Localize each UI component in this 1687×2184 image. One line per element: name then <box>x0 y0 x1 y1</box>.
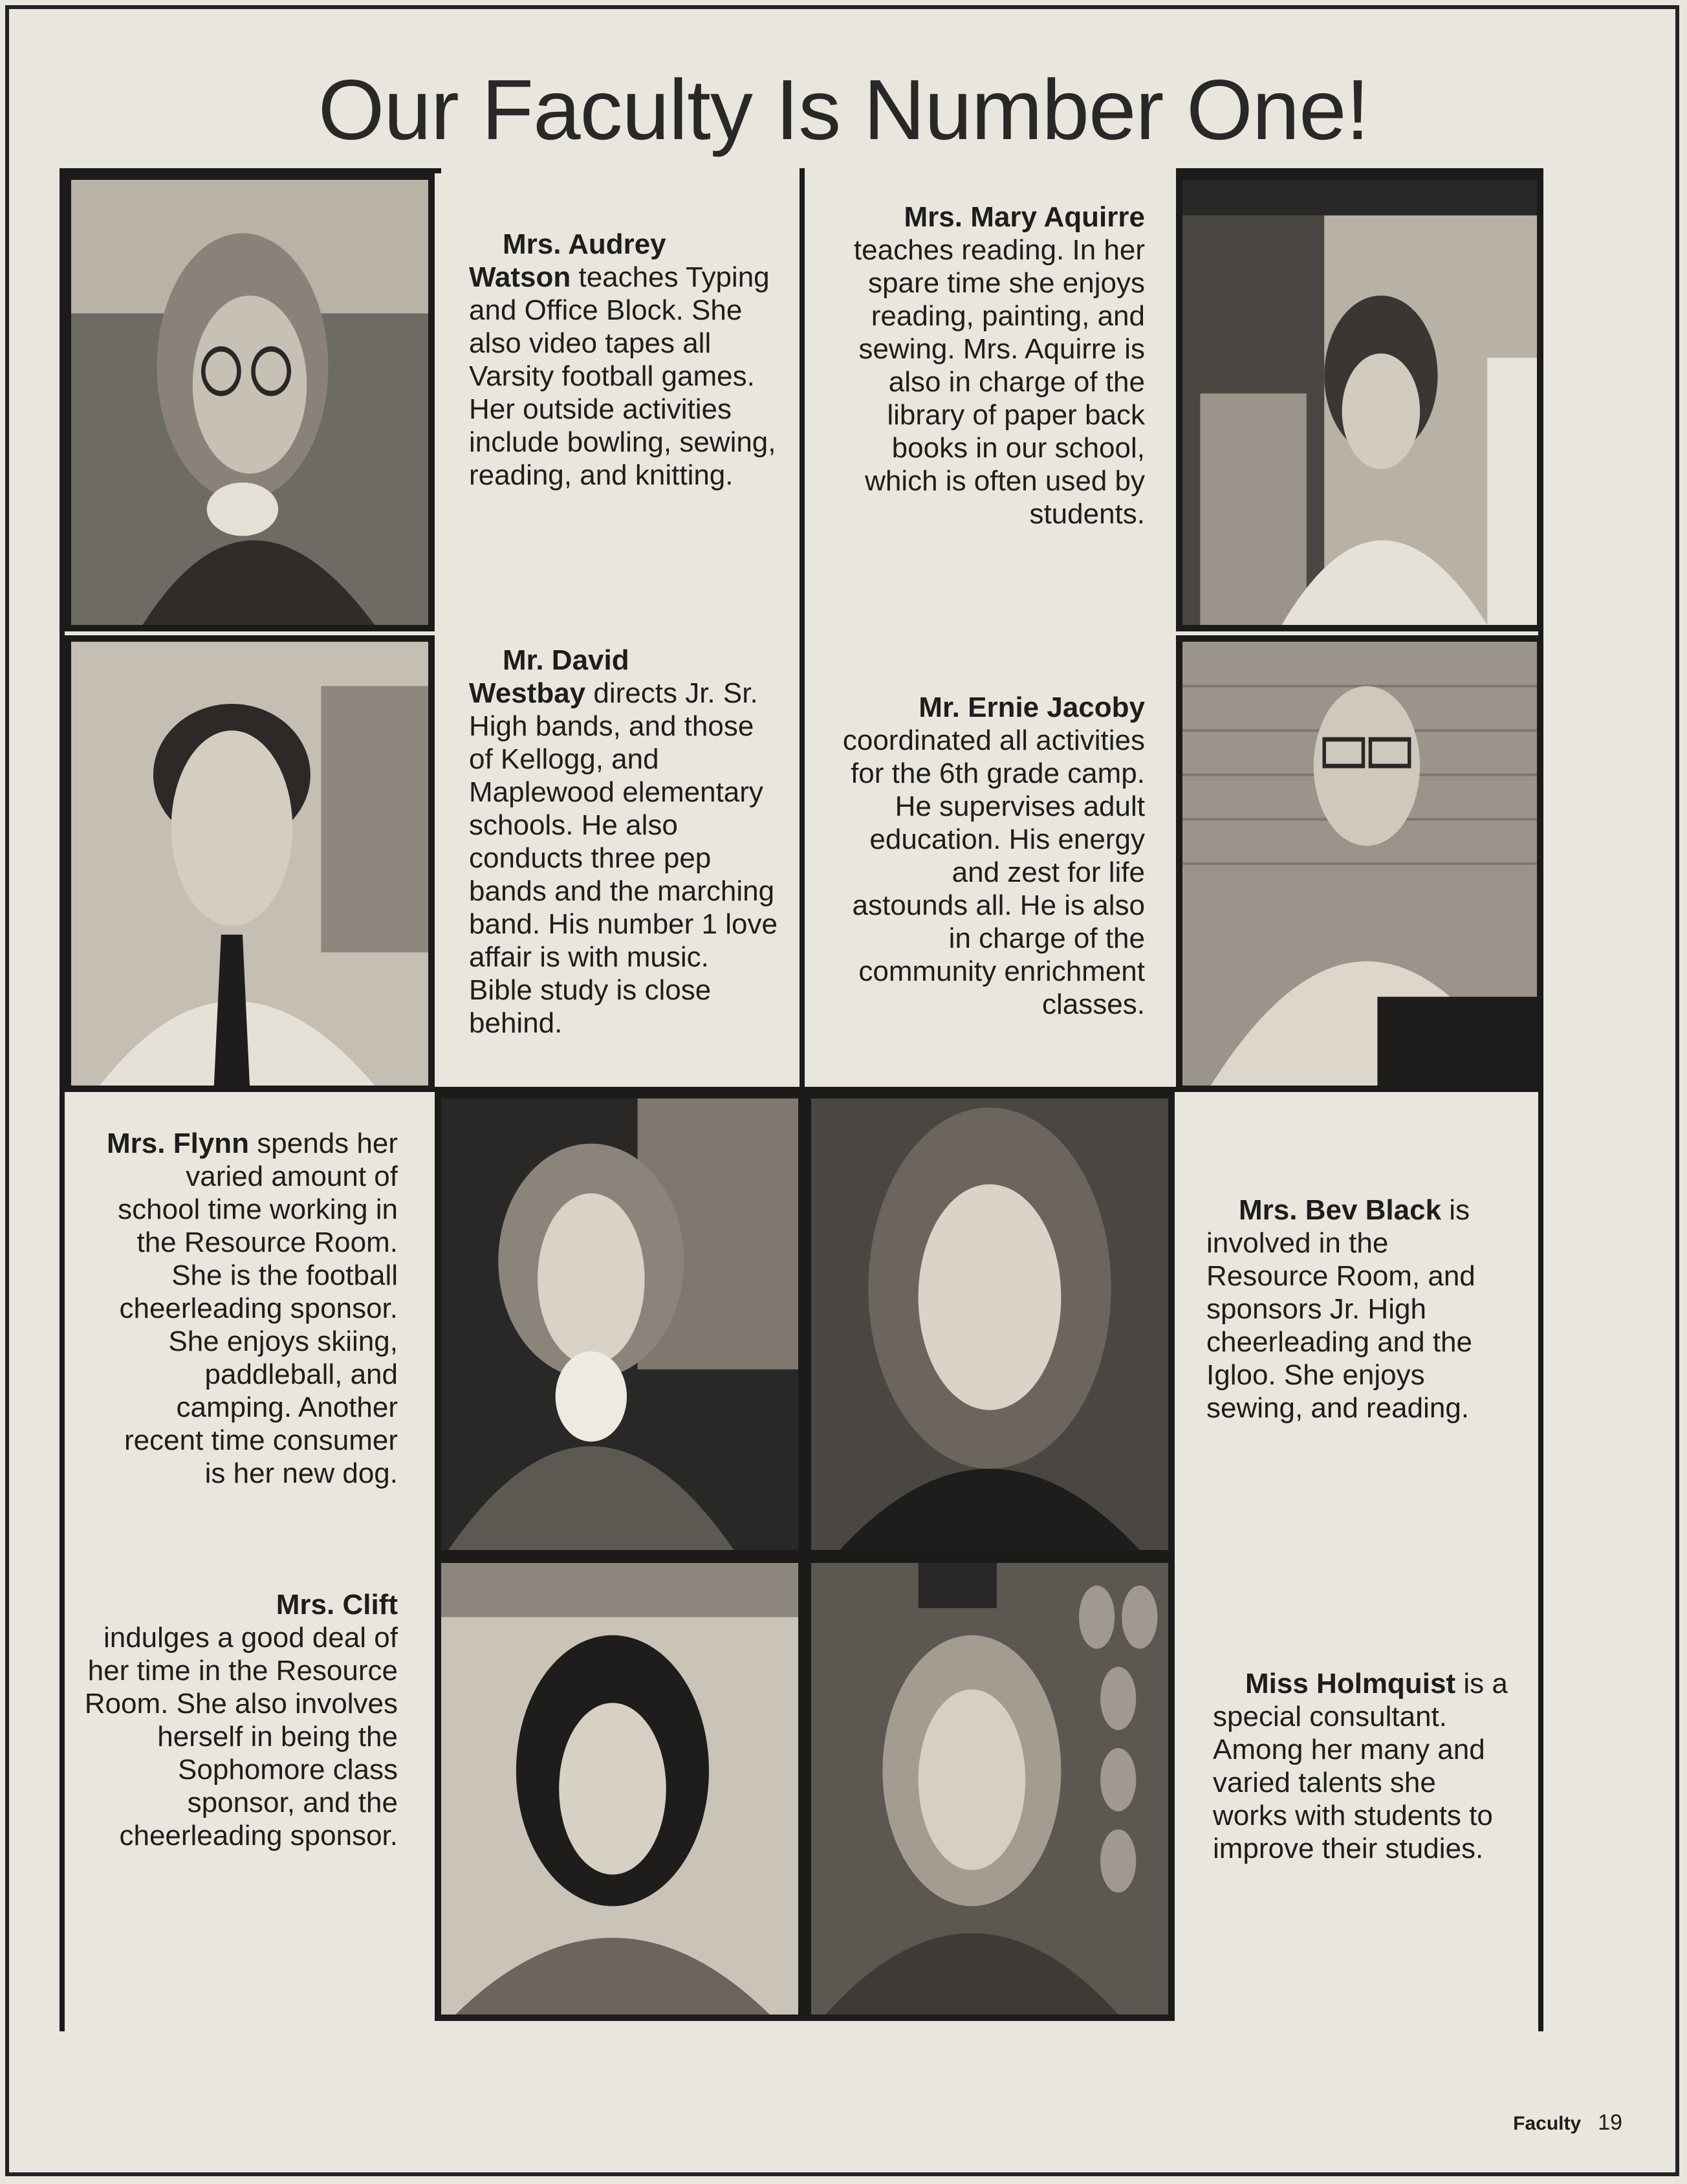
caption-mrs-clift <box>84 1588 398 1852</box>
left-vertical-rule <box>60 168 65 2031</box>
photo-ernie-jacoby <box>1176 635 1543 1092</box>
name-mrs-flynn: Mrs. Flynn <box>107 1128 250 1159</box>
photo-audrey-watson <box>65 173 435 631</box>
name-bev-black: Mrs. Bev Black <box>1239 1194 1442 1226</box>
center-vertical-rule <box>800 168 805 1093</box>
caption-david-westbay <box>469 644 779 1040</box>
caption-ernie-jacoby <box>834 691 1145 1021</box>
text-clift: indulges a good deal of her time in the Resource Room. She also involves herself in being the Sophomore class sponsor, and the cheerleading sponsor. <box>84 1622 398 1851</box>
text-black: is involved in the Resource Room, and sponsors Jr. High cheerleading and the Igloo. She enjoys sewing, and reading. <box>1206 1194 1475 1424</box>
caption-miss-holmquist <box>1213 1667 1510 1865</box>
text-holmquist: is a special consultant. Among her many and varied talents she works with students to improve their studies. <box>1213 1668 1508 1864</box>
name-david: Mr. David <box>503 644 629 676</box>
name-ernie-jacoby: Mr. Ernie Jacoby <box>919 692 1145 723</box>
photo-miss-holmquist <box>805 1556 1175 2021</box>
text-westbay: directs Jr. Sr. High bands, and those of Kellogg, and Maplewood elementary schools. He also conducts three pep bands and the marching band. His number 1 love affair is with music. Bible study is close behind. <box>469 677 778 1039</box>
name-audrey: Mrs. Audrey <box>503 228 666 260</box>
name-westbay: Westbay <box>469 677 586 709</box>
photo-david-westbay <box>65 635 435 1092</box>
top-right-rule <box>1176 168 1543 173</box>
text-watson: teaches Typing and Office Block. She also video tapes all Varsity football games. Her outside activities include bowling, sewing, reading, and knitting. <box>469 261 776 491</box>
photo-mrs-clift <box>435 1556 805 2021</box>
name-watson: Watson <box>469 261 571 293</box>
photo-mrs-flynn <box>435 1092 805 1556</box>
name-mary-aquirre: Mrs. Mary Aquirre <box>904 201 1145 233</box>
caption-audrey-watson <box>469 228 786 492</box>
top-left-rule <box>60 168 441 173</box>
text-aquirre: teaches reading. In her spare time she enjoys reading, painting, and sewing. Mrs. Aquirre is also in charge of the library of paper back books in our school, which is often used by students. <box>853 234 1145 530</box>
page-folio <box>1513 2110 1622 2135</box>
section-label: Faculty <box>1513 2113 1582 2134</box>
name-miss-holmquist: Miss Holmquist <box>1245 1668 1456 1699</box>
page-title: Our Faculty Is Number One! <box>318 62 1369 157</box>
photo-mary-aquirre <box>1176 173 1543 631</box>
photo-bev-black <box>805 1092 1175 1556</box>
name-mrs-clift: Mrs. Clift <box>276 1589 398 1621</box>
caption-mary-aquirre <box>834 201 1145 530</box>
page-number: 19 <box>1598 2110 1622 2135</box>
caption-mrs-flynn <box>97 1127 398 1490</box>
text-jacoby: coordinated all activities for the 6th grade camp. He supervises adult education. His energy and zest for life astounds all. He is also in charge of the community enrichment classes. <box>842 725 1145 1020</box>
caption-bev-black <box>1206 1194 1501 1425</box>
text-flynn: spends her varied amount of school time working in the Resource Room. She is the football cheerleading sponsor. She enjoys skiing, paddleball, and camping. Another recent time consumer is her new dog. <box>118 1128 398 1489</box>
